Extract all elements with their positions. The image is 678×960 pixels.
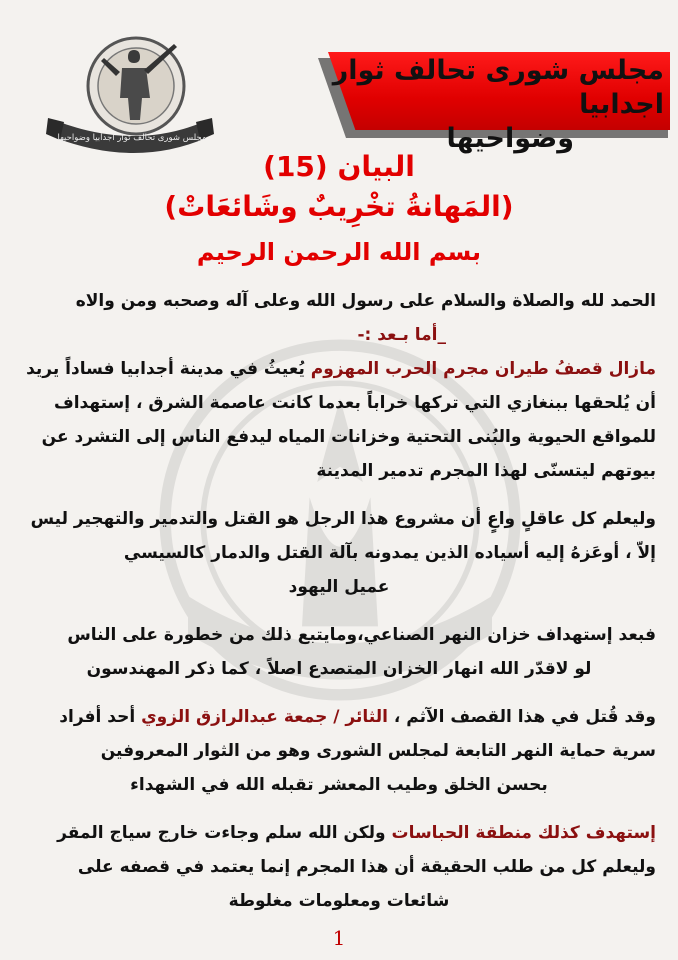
paragraph-5-end: شائعات ومعلومات مغلوطة xyxy=(228,891,450,911)
p4-start: وقد قُتل في هذا القصف الآثم ، xyxy=(387,707,656,727)
p1-rest: يُعيثُ في مدينة أجدابيا فساداً يريد أن يُلحقها ببنغازي التي تركها خراباً بعدما كانت عاصمة الشرق ، إستهداف للمواقع الحيوية والبُنى التحتية وخزانات المياه ليدفع الناس إلى التشرد عن بيوتهم ليتسنّى لهذا المجرم تدمير المدينة xyxy=(26,359,656,481)
amma-baad: _أما بـعد :- xyxy=(357,325,446,345)
paragraph-5 xyxy=(22,816,656,884)
basmala: بسم الله الرحمن الرحيم xyxy=(196,238,482,266)
p4-hero: الثائر / جمعة عبدالرازق الزوي xyxy=(141,707,388,727)
org-name-line1: مجلس شورى تحالف ثوار اجدابيا xyxy=(332,55,664,120)
p1-highlight: مازال قصفُ طيران مجرم الحرب المهزوم xyxy=(310,359,656,379)
org-name xyxy=(324,54,664,156)
p5-rest: ولكن الله سلم وجاءت خارج سياج المقر وليعلم كل من طلب الحقيقة أن هذا المجرم إنما يعتمد في قصفه على xyxy=(57,823,656,877)
logo-text: مجلس شورى تحالف ثوار اجدابيا وضواحيها xyxy=(57,133,207,143)
org-name-line2: وضواحيها xyxy=(446,123,574,154)
statement-body xyxy=(22,284,656,918)
paragraph-3-end: لو لاقدّر الله انهار الخزان المتصدع اصلاً ، كما ذكر المهندسون xyxy=(86,659,592,679)
intro-line: الحمد لله والصلاة والسلام على رسول الله وعلى آله وصحبه ومن والاه xyxy=(75,291,656,311)
org-logo-icon xyxy=(46,28,214,160)
paragraph-2: وليعلم كل عاقلٍ واعٍ أن مشروع هذا الرجل هو القتل والتدمير والتهجير ليس إلاّ ، أوعَزهُ إليه أسياده الذين يمدونه بآلة القتل والدمار كالسيسي xyxy=(30,509,656,563)
paragraph-1 xyxy=(22,352,656,488)
paragraph-4 xyxy=(22,700,656,768)
page-number: 1 xyxy=(332,926,346,950)
paragraph-4-end: بحسن الخلق وطيب المعشر تقبله الله في الشهداء xyxy=(130,775,548,795)
p4-rest: أحد أفراد سرية حماية النهر التابعة لمجلس الشورى وهو من الثوار المعروفين xyxy=(59,707,656,761)
statement-subject: (المَهانةُ تخْرِيبٌ وشَائعَاتْ) xyxy=(164,190,514,223)
paragraph-2-end: عميل اليهود xyxy=(288,577,390,597)
p5-highlight: إستهدف كذلك منطقة الحباسات xyxy=(391,823,656,843)
statement-number: البيان (15) xyxy=(263,150,415,183)
paragraph-3: فبعد إستهداف خزان النهر الصناعي،ومايتبع ذلك من خطورة على الناس xyxy=(67,625,656,645)
